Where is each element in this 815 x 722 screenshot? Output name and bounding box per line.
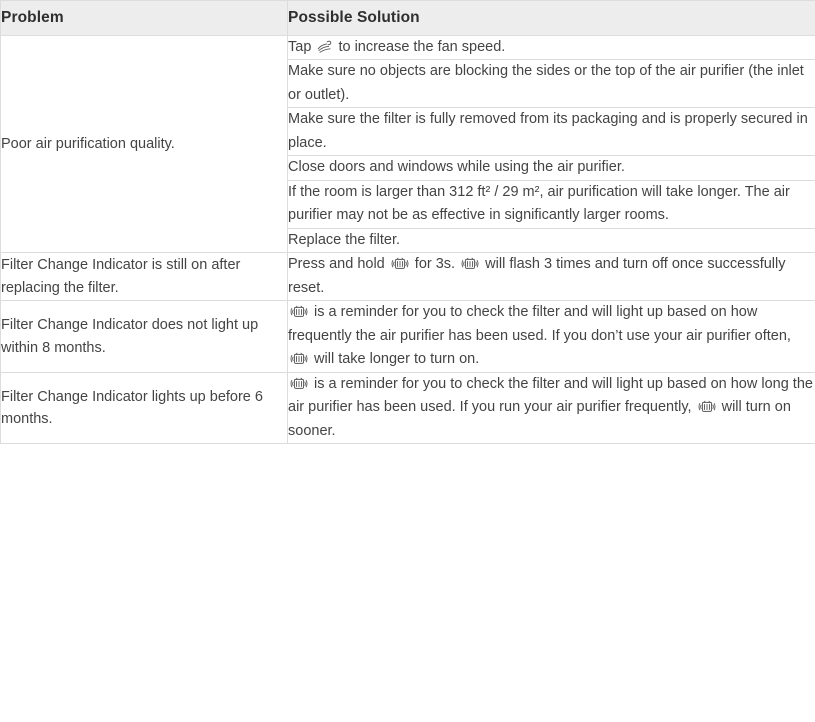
column-header-solution: Possible Solution — [288, 1, 815, 36]
fan-speed-icon — [316, 38, 333, 52]
solution-cell: Close doors and windows while using the air purifier. — [288, 156, 815, 180]
table-row — [1, 372, 815, 443]
problem-cell: Filter Change Indicator lights up before 6 months. — [1, 372, 288, 443]
filter-change-indicator-icon — [289, 351, 309, 366]
solution-cell: Make sure the filter is fully removed from its packaging and is properly secured in place. — [288, 108, 815, 156]
solution-cell: is a reminder for you to check the filter and will light up based on how frequently the air purifier has been used. If you don’t use your air purifier often, will take longer to turn on. — [288, 301, 815, 372]
table-row — [1, 36, 815, 60]
filter-change-indicator-icon — [697, 399, 717, 414]
solution-cell: Press and hold for 3s. will flash 3 times and turn off once successfully reset. — [288, 253, 815, 301]
solution-cell: If the room is larger than 312 ft² / 29 m², air purification will take longer. The air purifier may not be as effective in significantly larger rooms. — [288, 180, 815, 228]
filter-change-indicator-icon — [289, 304, 309, 319]
table-body — [1, 36, 815, 444]
solution-cell: Make sure no objects are blocking the sides or the top of the air purifier (the inlet or outlet). — [288, 60, 815, 108]
solution-cell: Tap to increase the fan speed. — [288, 36, 815, 60]
problem-cell: Filter Change Indicator does not light up within 8 months. — [1, 301, 288, 372]
filter-change-indicator-icon — [390, 256, 410, 271]
solution-cell: Replace the filter. — [288, 228, 815, 252]
column-header-problem: Problem — [1, 1, 288, 36]
table-row — [1, 253, 815, 301]
table-row — [1, 301, 815, 372]
solution-cell: is a reminder for you to check the filter and will light up based on how long the air purifier has been used. If you run your air purifier frequently, will turn on sooner. — [288, 372, 815, 443]
problem-cell: Filter Change Indicator is still on after replacing the filter. — [1, 253, 288, 301]
table-header-row — [1, 1, 815, 36]
filter-change-indicator-icon — [460, 256, 480, 271]
table-header — [1, 1, 815, 36]
filter-change-indicator-icon — [289, 376, 309, 391]
problem-cell: Poor air purification quality. — [1, 36, 288, 253]
